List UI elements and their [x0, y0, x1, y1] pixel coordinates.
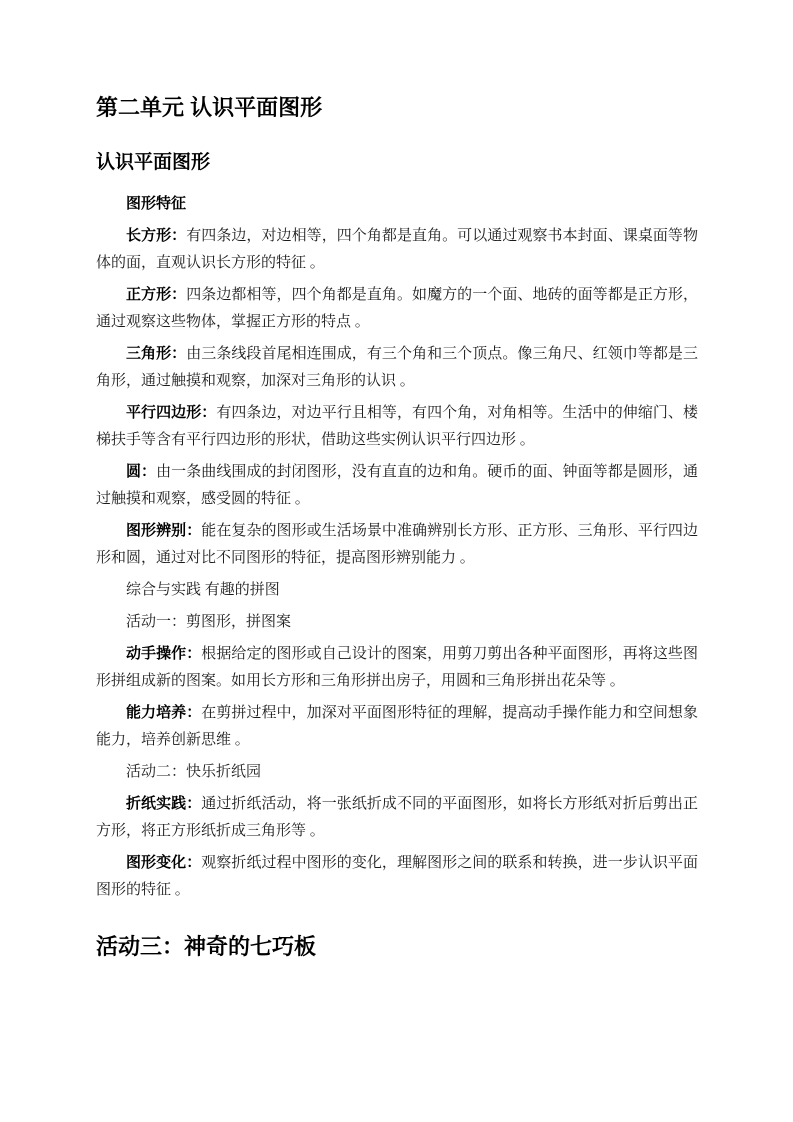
- paragraph-circle: [96, 459, 698, 513]
- subsection-heading: 图形特征: [126, 196, 187, 212]
- paragraph-lead-term: 三角形：: [126, 346, 187, 362]
- paragraph-lead-term: 圆：: [126, 464, 157, 480]
- paragraph-text: 通过折纸活动，将一张纸折成不同的平面图形，如将长方形纸对折后剪出正方形，将正方形纸折成三角形等 。: [96, 796, 698, 839]
- document-title: 第二单元 认识平面图形: [96, 95, 323, 120]
- paragraph-activity-two: [96, 759, 698, 786]
- paragraph-text: 综合与实践 有趣的拼图: [126, 582, 280, 598]
- paragraph-practice-intro: [96, 577, 698, 604]
- paragraph-lead-term: 动手操作：: [126, 646, 202, 662]
- paragraph-text: 有四条边，对边相等，四个角都是直角。可以通过观察书本封面、课桌面等物体的面，直观认识长方形的特征 。: [96, 228, 698, 271]
- section-heading: 认识平面图形: [96, 152, 211, 173]
- paragraph-lead-term: 图形变化：: [126, 855, 202, 871]
- paragraph-text: 活动二：快乐折纸园: [126, 764, 262, 780]
- paragraph-text: 在剪拼过程中，加深对平面图形特征的理解，提高动手操作能力和空间想象能力，培养创新思维 。: [96, 705, 698, 748]
- paragraph-activity-one: [96, 609, 698, 636]
- paragraph-square: [96, 282, 698, 336]
- paragraph-text: 观察折纸过程中图形的变化，理解图形之间的联系和转换，进一步认识平面图形的特征 。: [96, 855, 698, 898]
- paragraph-text: 四条边都相等，四个角都是直角。如魔方的一个面、地砖的面等都是正方形，通过观察这些物体，掌握正方形的特点 。: [96, 287, 698, 330]
- paragraph-ability: [96, 700, 698, 754]
- paragraph-shape-change: [96, 850, 698, 904]
- paragraph-parallelogram: [96, 400, 698, 454]
- paragraph-text: 根据给定的图形或自己设计的图案，用剪刀剪出各种平面图形，再将这些图形拼组成新的图案。如用长方形和三角形拼出房子，用圆和三角形拼出花朵等 。: [96, 646, 698, 689]
- paragraph-text: 由三条线段首尾相连围成，有三个角和三个顶点。像三角尺、红领巾等都是三角形，通过触摸和观察，加深对三角形的认识 。: [96, 346, 698, 389]
- paragraph-text: 由一条曲线围成的封闭图形，没有直直的边和角。硬币的面、钟面等都是圆形，通过触摸和观察，感受圆的特征 。: [96, 464, 698, 507]
- paragraph-hands-on: [96, 641, 698, 695]
- paragraph-text: 能在复杂的图形或生活场景中准确辨别长方形、正方形、三角形、平行四边形和圆，通过对比不同图形的特征，提高图形辨别能力 。: [96, 523, 698, 566]
- paragraph-rectangle: [96, 223, 698, 277]
- paragraph-text: 有四条边，对边平行且相等，有四个角，对角相等。生活中的伸缩门、楼梯扶手等含有平行四边形的形状，借助这些实例认识平行四边形 。: [96, 405, 698, 448]
- paragraph-lead-term: 折纸实践：: [126, 796, 202, 812]
- paragraph-lead-term: 长方形：: [126, 228, 187, 244]
- paragraph-lead-term: 正方形：: [126, 287, 187, 303]
- paragraph-lead-term: 平行四边形：: [126, 405, 217, 421]
- paragraph-shape-discrimination: [96, 518, 698, 572]
- paragraph-paper-folding: [96, 791, 698, 845]
- paragraph-lead-term: 能力培养：: [126, 705, 202, 721]
- paragraph-text: 活动一：剪图形，拼图案: [126, 614, 292, 630]
- paragraph-lead-term: 图形辨别：: [126, 523, 202, 539]
- paragraph-triangle: [96, 341, 698, 395]
- activity-three-heading: 活动三：神奇的七巧板: [96, 934, 317, 959]
